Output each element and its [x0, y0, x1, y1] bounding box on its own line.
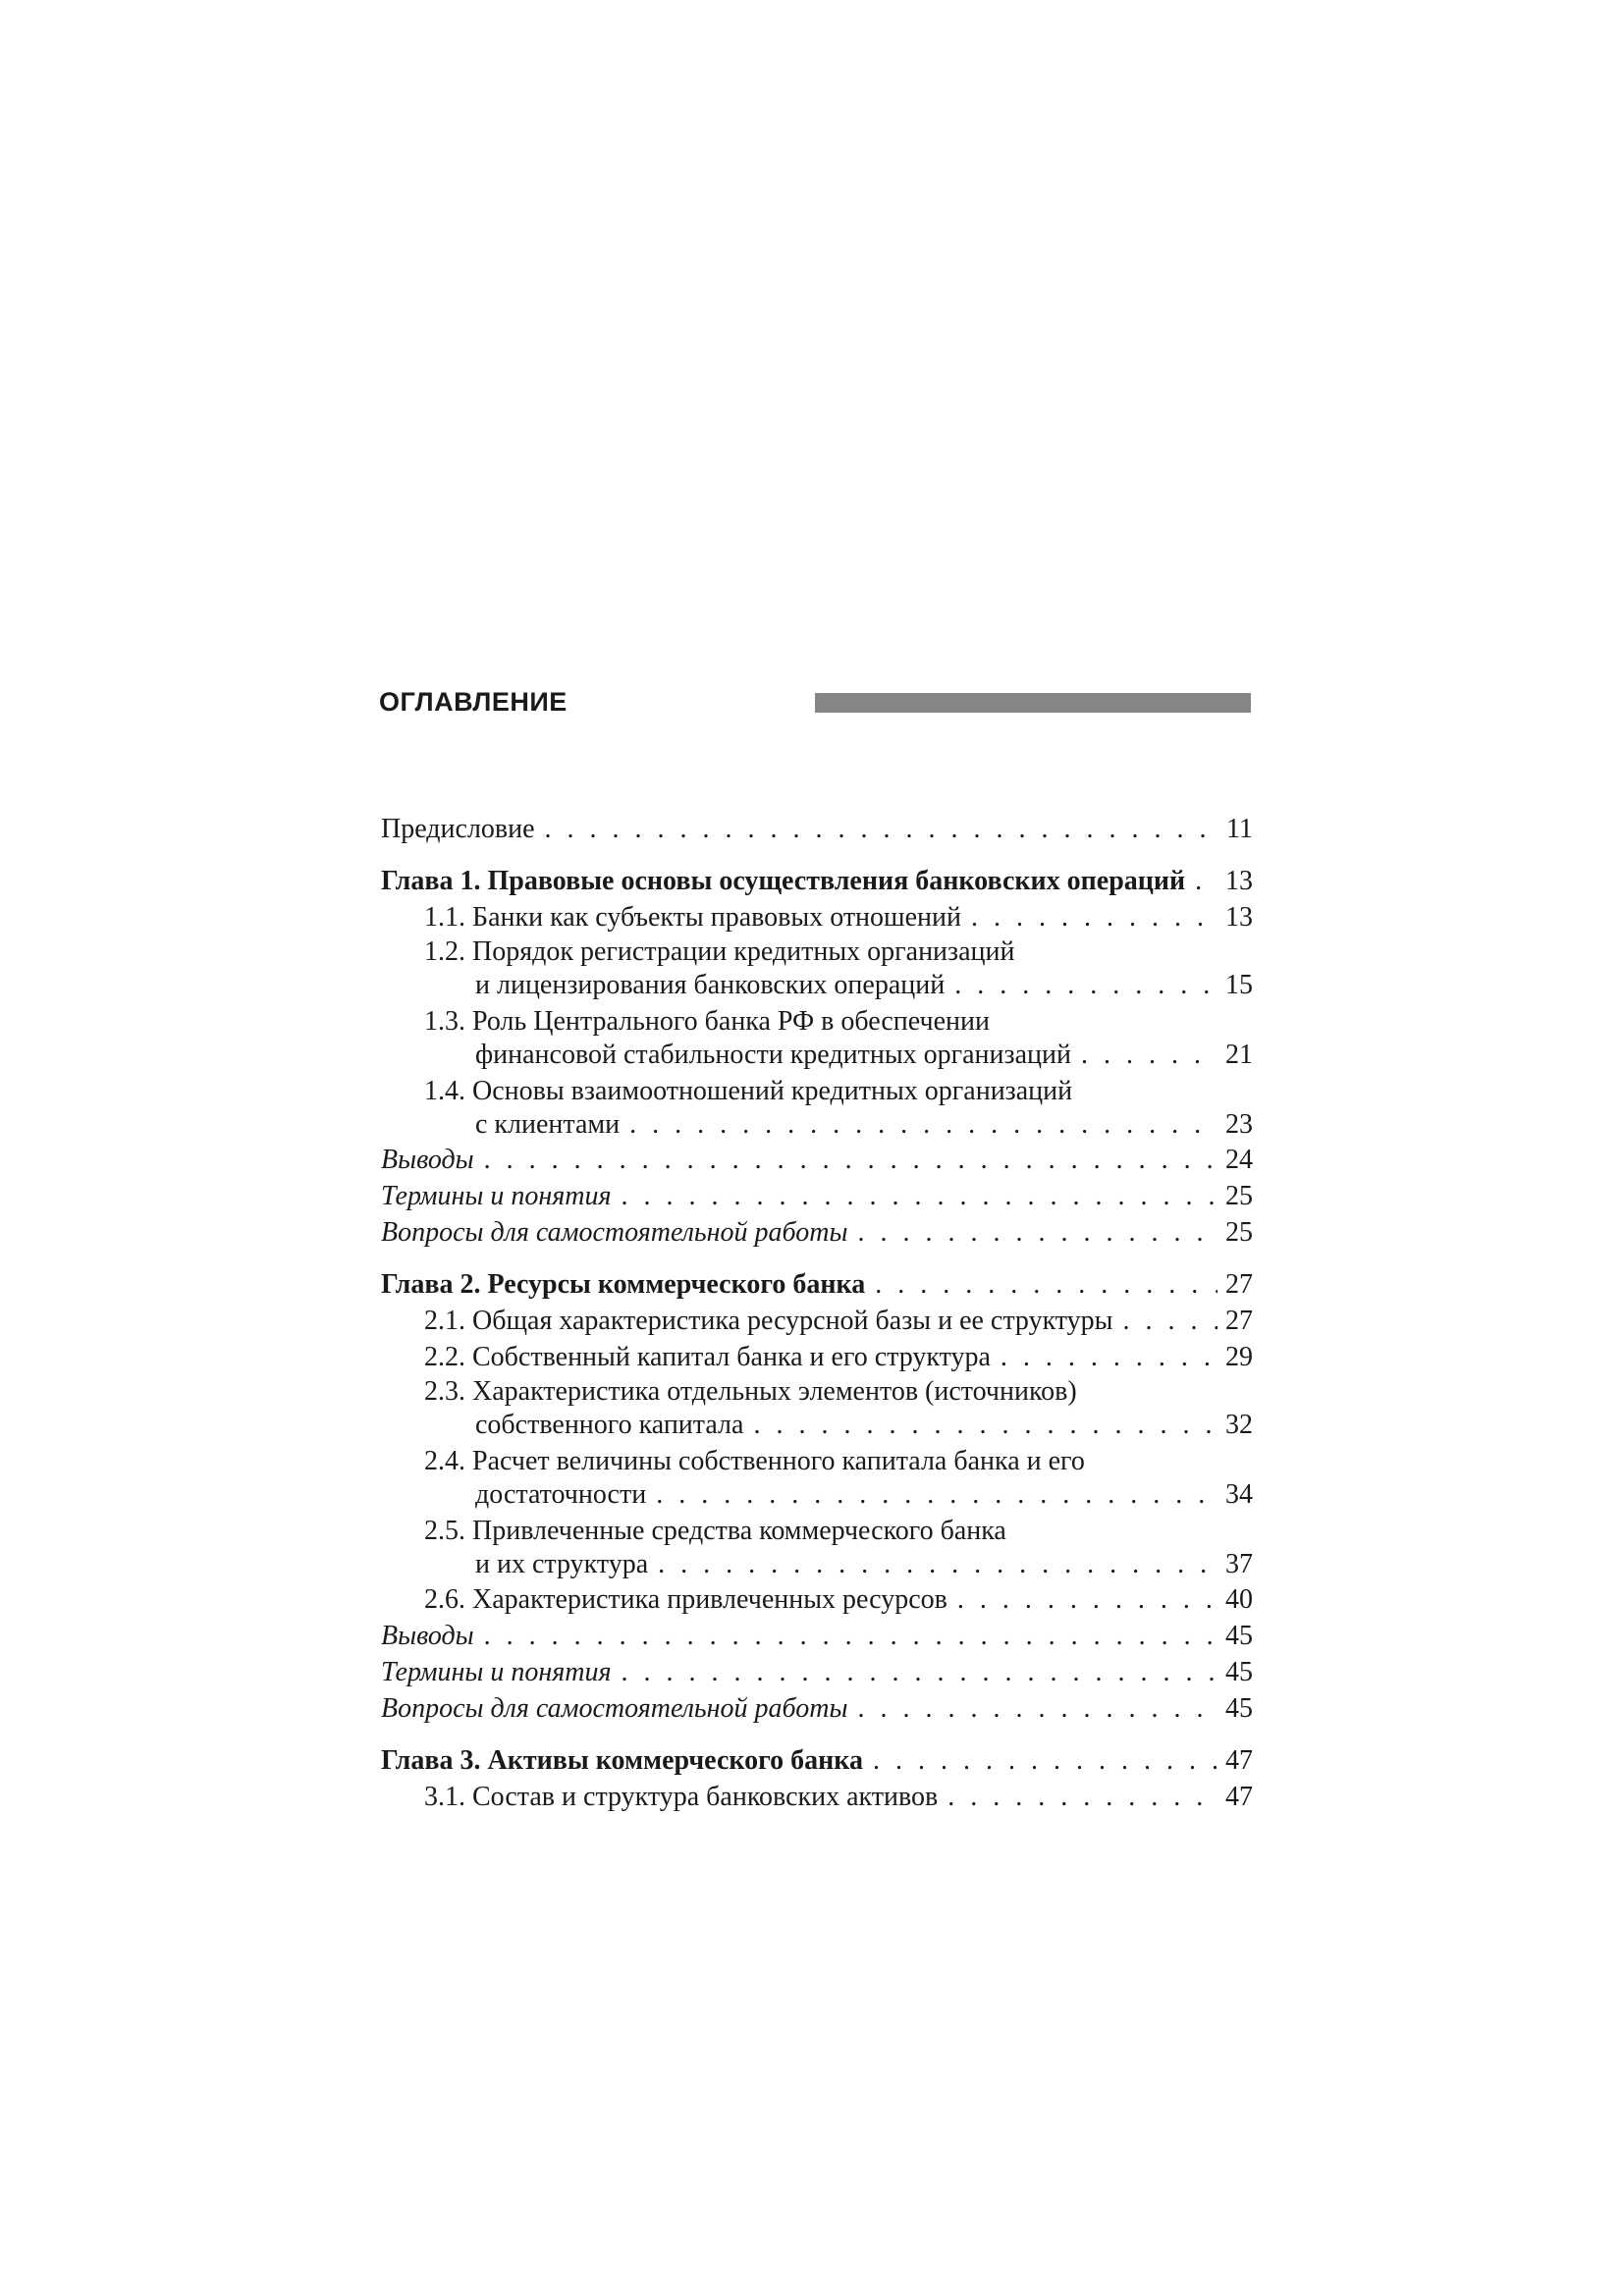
leader-dots [875, 1266, 1217, 1303]
toc-entry-conclusions-2[interactable] [381, 1618, 1253, 1654]
toc-entry-2-4-cont[interactable] [381, 1478, 1253, 1512]
toc-entry-chapter-1[interactable] [381, 863, 1253, 899]
toc-page-number: 37 [1225, 1549, 1253, 1579]
section-number: 2.2. [424, 1342, 465, 1372]
toc-entry-title: Выводы [381, 1621, 474, 1651]
table-of-contents [381, 811, 1253, 1815]
section-number: 1.4. [424, 1076, 465, 1106]
section-number: 3.1. [424, 1782, 465, 1812]
toc-entry-2-5-cont[interactable] [381, 1548, 1253, 1581]
toc-entry-2-2[interactable] [381, 1339, 1253, 1375]
toc-page-number: 13 [1225, 902, 1253, 933]
toc-page-number: 32 [1225, 1410, 1253, 1440]
section-number: 2.4. [424, 1446, 465, 1476]
toc-entry-title: Термины и понятия [381, 1657, 612, 1687]
toc-entry-title: Термины и понятия [381, 1181, 612, 1211]
toc-entry-2-5[interactable] [381, 1515, 1253, 1548]
section-number: 1.3. [424, 1006, 465, 1037]
toc-entry-questions-2[interactable] [381, 1690, 1253, 1727]
toc-page-number: 24 [1225, 1145, 1253, 1175]
toc-entry-title: Расчет величины собственного капитала банка и его [472, 1446, 1085, 1476]
leader-dots [484, 1618, 1217, 1654]
toc-entry-questions-1[interactable] [381, 1214, 1253, 1251]
page-title: ОГЛАВЛЕНИЕ [379, 687, 568, 717]
toc-entry-1-3-cont[interactable] [381, 1039, 1253, 1072]
toc-entry-title-cont: достаточности [475, 1479, 647, 1510]
toc-entry-1-1[interactable] [381, 899, 1253, 935]
toc-page-number: 45 [1225, 1693, 1253, 1724]
toc-page-number: 29 [1225, 1342, 1253, 1372]
toc-entry-chapter-2[interactable] [381, 1266, 1253, 1303]
toc-entry-title: Основы взаимоотношений кредитных организаций [472, 1076, 1073, 1106]
toc-entry-title: Банки как субъекты правовых отношений [472, 902, 961, 933]
toc-entry-terms-2[interactable] [381, 1654, 1253, 1690]
leader-dots [621, 1654, 1217, 1690]
section-number: 2.6. [424, 1584, 465, 1615]
toc-page-number: 47 [1225, 1745, 1253, 1776]
toc-entry-1-3[interactable] [381, 1005, 1253, 1039]
toc-entry-chapter-3[interactable] [381, 1742, 1253, 1779]
toc-entry-1-2-cont[interactable] [381, 969, 1253, 1002]
toc-page-number: 45 [1225, 1657, 1253, 1687]
toc-entry-title-cont: и лицензирования банковских операций [475, 970, 946, 1000]
leader-dots [873, 1742, 1217, 1779]
toc-entry-title: Глава 3. Активы коммерческого банка [381, 1745, 863, 1776]
section-number: 2.5. [424, 1516, 465, 1546]
leader-dots [658, 1548, 1217, 1581]
leader-dots [857, 1690, 1217, 1727]
toc-page-number: 23 [1225, 1109, 1253, 1140]
toc-entry-title-cont: и их структура [475, 1549, 649, 1579]
toc-entry-3-1[interactable] [381, 1779, 1253, 1815]
section-number: 1.1. [424, 902, 465, 933]
toc-entry-title: Собственный капитал банка и его структура [472, 1342, 991, 1372]
leader-dots [957, 1581, 1217, 1618]
toc-entry-terms-1[interactable] [381, 1178, 1253, 1214]
leader-dots [947, 1779, 1217, 1815]
toc-page-number: 15 [1225, 970, 1253, 1000]
toc-page-number: 45 [1225, 1621, 1253, 1651]
leader-dots [954, 969, 1217, 1002]
section-number: 2.1. [424, 1306, 465, 1336]
toc-entry-title: Состав и структура банковских активов [472, 1782, 939, 1812]
toc-entry-1-4[interactable] [381, 1075, 1253, 1108]
toc-entry-title-cont: собственного капитала [475, 1410, 744, 1440]
toc-entry-2-4[interactable] [381, 1445, 1253, 1478]
leader-dots [1001, 1339, 1217, 1375]
leader-dots [545, 811, 1217, 847]
toc-entry-1-4-cont[interactable] [381, 1108, 1253, 1142]
toc-page-number: 47 [1225, 1782, 1253, 1812]
toc-entry-title: Привлеченные средства коммерческого банка [472, 1516, 1006, 1546]
toc-entry-2-1[interactable] [381, 1303, 1253, 1339]
leader-dots [656, 1478, 1217, 1512]
toc-entry-title: Выводы [381, 1145, 474, 1175]
toc-entry-title: Характеристика отдельных элементов (источников) [472, 1376, 1077, 1407]
leader-dots [621, 1178, 1217, 1214]
toc-entry-2-3[interactable] [381, 1375, 1253, 1409]
toc-page-number: 13 [1225, 866, 1253, 896]
toc-entry-2-3-cont[interactable] [381, 1409, 1253, 1442]
toc-entry-title: Вопросы для самостоятельной работы [381, 1217, 848, 1248]
toc-entry-title-cont: финансовой стабильности кредитных организаций [475, 1040, 1071, 1070]
toc-page-number: 27 [1225, 1269, 1253, 1300]
toc-page-number: 21 [1225, 1040, 1253, 1070]
toc-page-number: 25 [1225, 1181, 1253, 1211]
toc-page-number: 25 [1225, 1217, 1253, 1248]
leader-dots [1122, 1303, 1217, 1339]
toc-entry-title: Вопросы для самостоятельной работы [381, 1693, 848, 1724]
toc-entry-title: Порядок регистрации кредитных организаций [472, 936, 1015, 967]
toc-page-number: 27 [1225, 1306, 1253, 1336]
toc-entry-title: Глава 2. Ресурсы коммерческого банка [381, 1269, 866, 1300]
section-number: 1.2. [424, 936, 465, 967]
toc-entry-title: Роль Центрального банка РФ в обеспечении [472, 1006, 990, 1037]
toc-entry-1-2[interactable] [381, 935, 1253, 969]
leader-dots [753, 1409, 1217, 1442]
toc-page-number: 34 [1225, 1479, 1253, 1510]
toc-entry-title: Предисловие [381, 814, 535, 844]
section-number: 2.3. [424, 1376, 465, 1407]
leader-dots [1081, 1039, 1217, 1072]
toc-page-number: 40 [1225, 1584, 1253, 1615]
leader-dots [484, 1142, 1217, 1178]
heading-rule [815, 693, 1251, 713]
toc-entry-title: Общая характеристика ресурсной базы и ее структуры [472, 1306, 1113, 1336]
toc-entry-title-cont: с клиентами [475, 1109, 621, 1140]
toc-page-number: 11 [1226, 814, 1253, 844]
toc-entry-title: Характеристика привлеченных ресурсов [472, 1584, 947, 1615]
toc-entry-2-6[interactable] [381, 1581, 1253, 1618]
toc-entry-preface[interactable] [381, 811, 1253, 847]
leader-dots [971, 899, 1217, 935]
leader-dots [629, 1108, 1217, 1142]
toc-entry-conclusions-1[interactable] [381, 1142, 1253, 1178]
leader-dots [857, 1214, 1217, 1251]
leader-dots [1195, 863, 1217, 899]
toc-entry-title: Глава 1. Правовые основы осуществления банковских операций [381, 866, 1186, 896]
